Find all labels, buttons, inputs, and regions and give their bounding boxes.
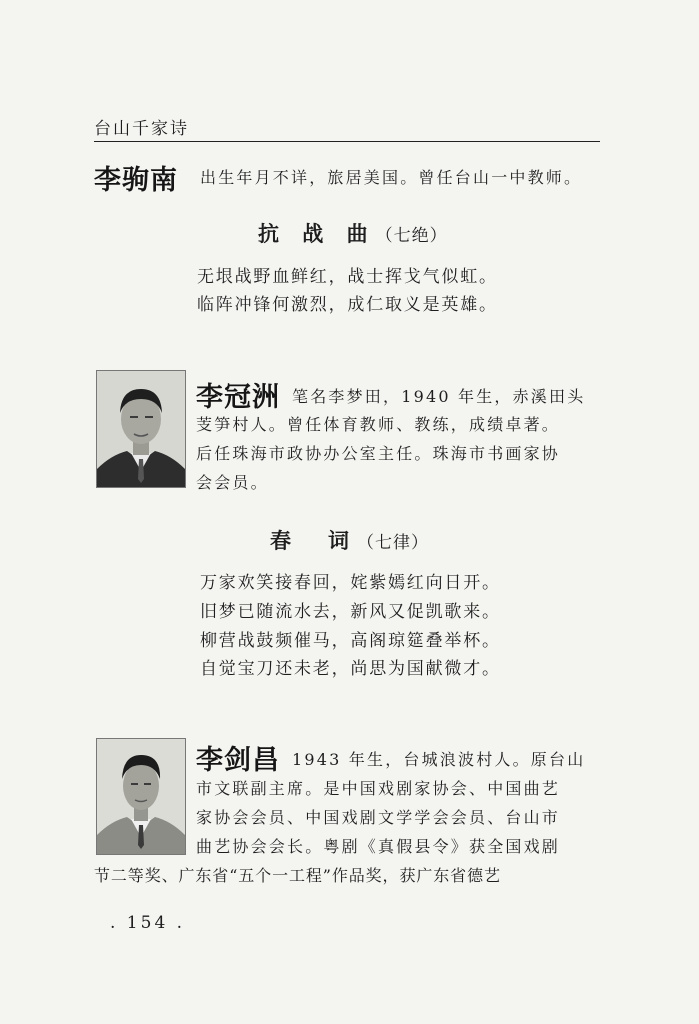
author-name: 李剑昌 (196, 745, 280, 776)
author-name: 李冠洲 (196, 382, 280, 413)
author-bio-line: 笔名李梦田，1940 年生，赤溪田头 (292, 387, 586, 406)
poem-title-text: 抗 战 曲 (258, 222, 376, 246)
poem-line: 临阵冲锋何激烈，成仁取义是英雄。 (197, 295, 498, 315)
header-rule (94, 141, 600, 142)
poem-title (258, 218, 448, 248)
author-bio-line: 1943 年生，台城浪波村人。原台山 (292, 750, 586, 769)
poem-title (270, 525, 429, 555)
page-number: . 154 . (110, 913, 186, 933)
author-bio-line: 市文联副主席。是中国戏剧家协会、中国曲艺 (196, 779, 561, 798)
author-bio-line: 家协会会员、中国戏剧文学学会会员、台山市 (196, 808, 561, 827)
poem-line: 万家欢笑接春回，姹紫嫣红向日开。 (200, 573, 501, 593)
poem-line: 柳营战鼓频催马，高阁琼筵叠举杯。 (200, 631, 501, 651)
author-name: 李驹南 (94, 165, 178, 196)
poem-line: 旧梦已随流水去，新风又促凯歌来。 (200, 602, 501, 622)
poem-form: （七律） (357, 533, 429, 553)
poem-title-text: 春 词 (270, 529, 357, 553)
author-bio-line: 出生年月不详，旅居美国。曾任台山一中教师。 (200, 168, 583, 187)
author-bio-line: 会会员。 (196, 473, 269, 492)
author-bio-line: 后任珠海市政协办公室主任。珠海市书画家协 (196, 444, 561, 463)
running-header: 台山千家诗 (94, 119, 189, 139)
poem-line: 无垠战野血鲜红，战士挥戈气似虹。 (197, 267, 498, 287)
author-portrait (96, 738, 186, 855)
poem-line: 自觉宝刀还未老，尚思为国献微才。 (200, 659, 501, 679)
poem-form: （七绝） (375, 226, 448, 246)
author-bio-line: 曲艺协会会长。粤剧《真假县令》获全国戏剧 (196, 837, 561, 856)
author-portrait (96, 370, 186, 488)
author-bio-line: 芰笋村人。曾任体育教师、教练，成绩卓著。 (196, 415, 561, 434)
author-bio-line: 节二等奖、广东省“五个一工程”作品奖，获广东省德艺 (94, 866, 501, 885)
